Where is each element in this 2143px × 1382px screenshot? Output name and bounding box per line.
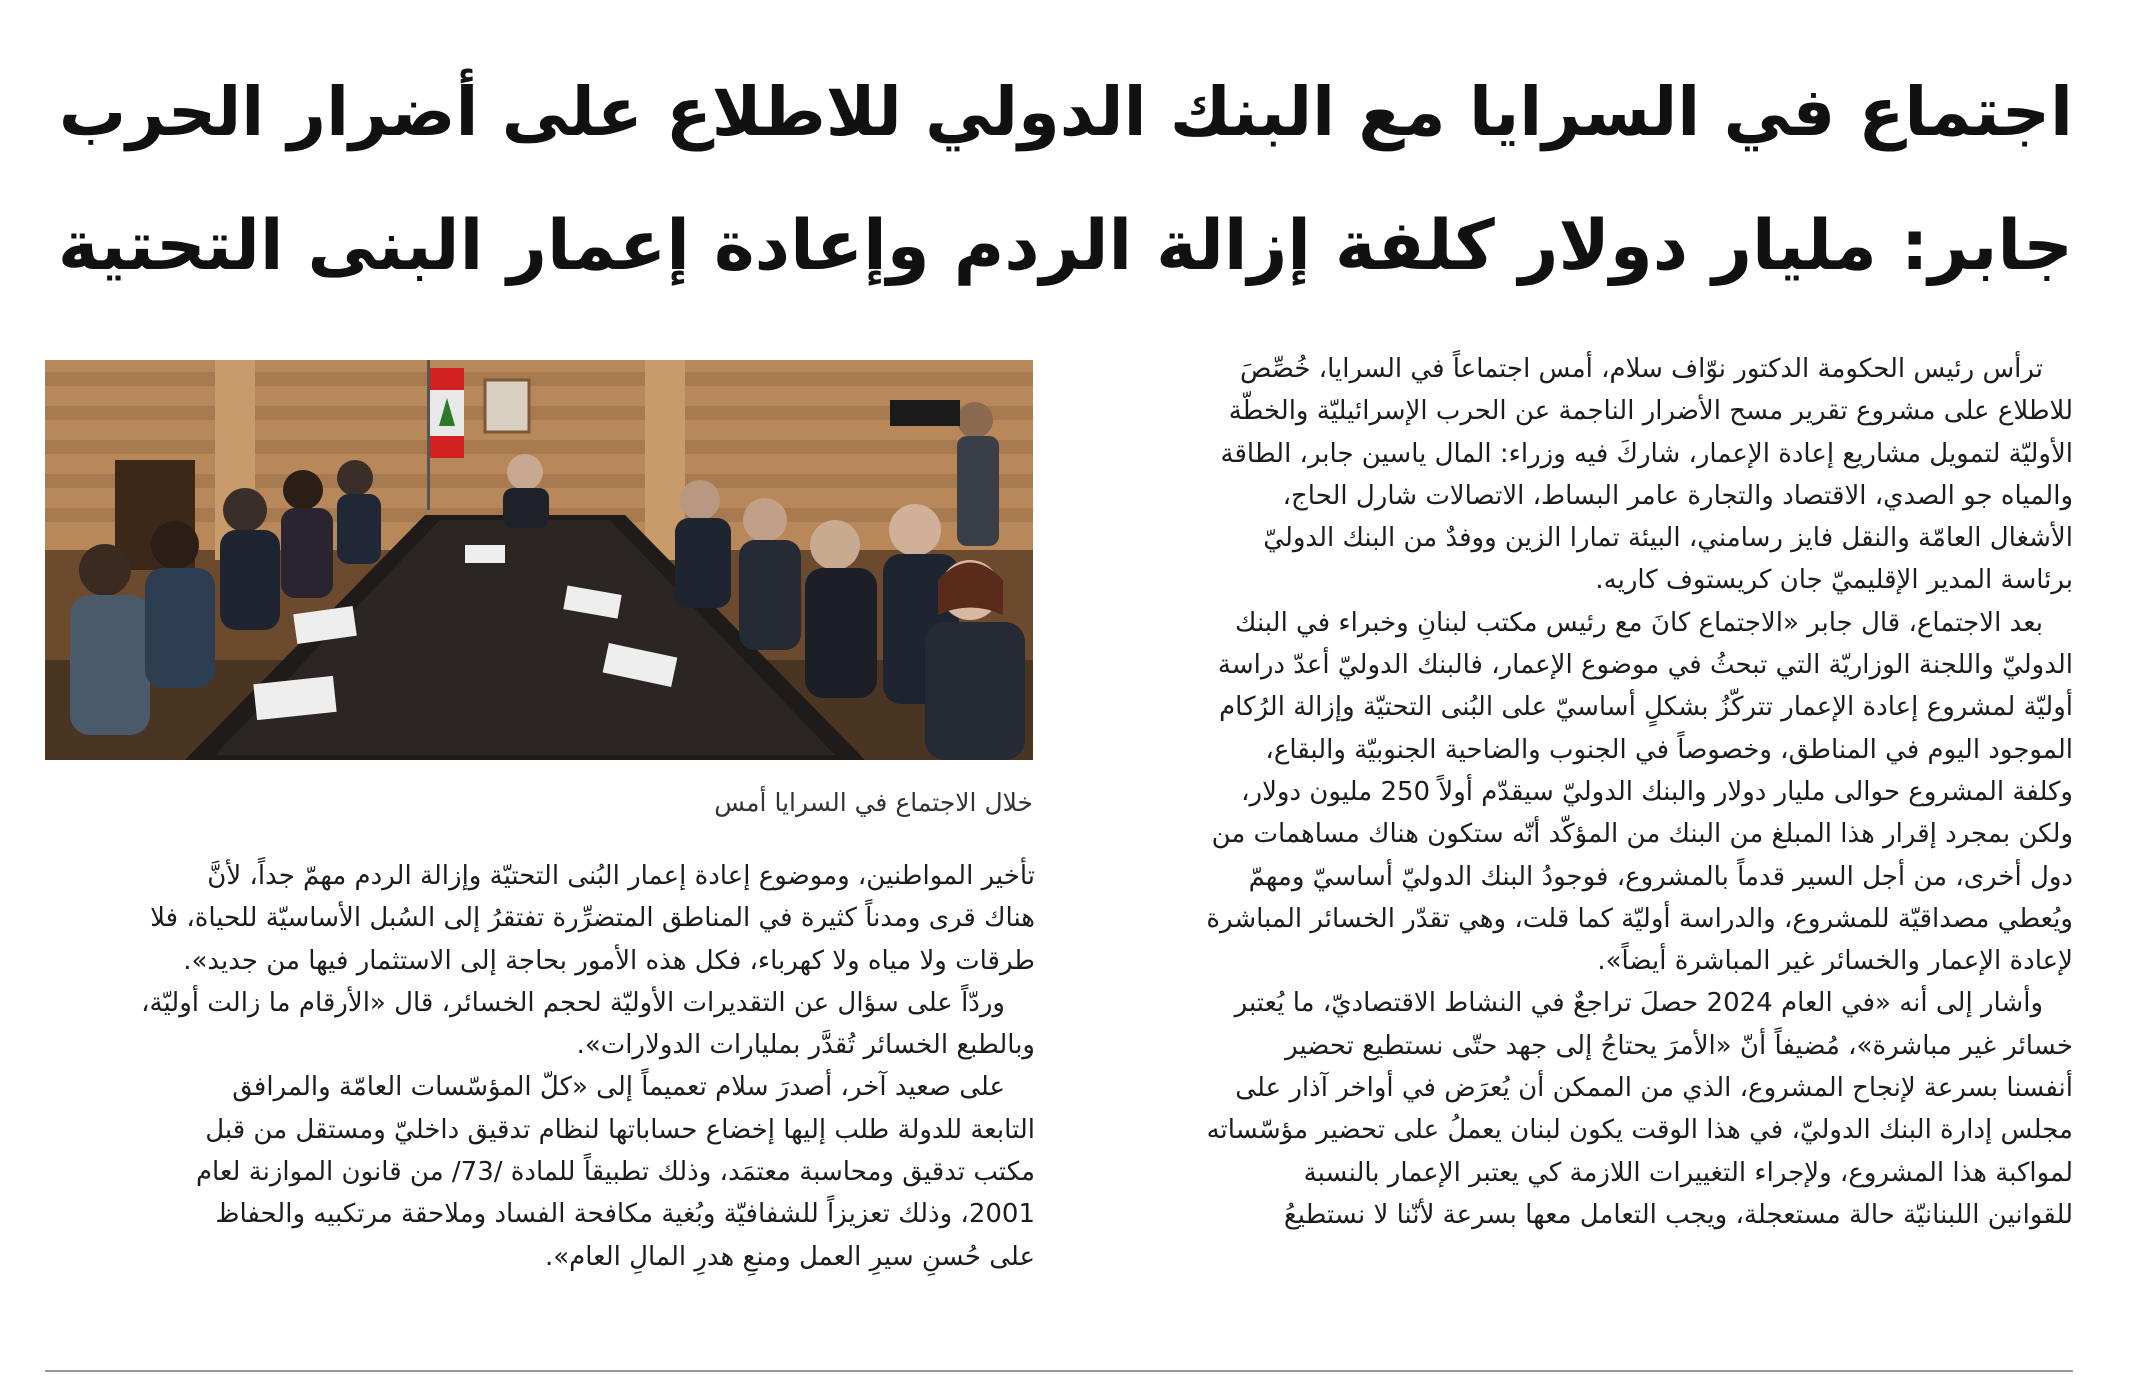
- photo-caption: خلال الاجتماع في السرايا أمس: [714, 788, 1033, 817]
- meeting-photo: [45, 360, 1033, 760]
- article-text-line: مجلس إدارة البنك الدوليّ، في هذا الوقت يكون لبنان يعملُ على تحضير مؤسّساته: [1206, 1115, 2073, 1146]
- article-text-line: لإعادة الإعمار والخسائر غير المباشرة أيضاً».: [1597, 946, 2073, 977]
- article-column-right: [1108, 348, 2073, 1236]
- article-text-line: لمواكبة هذا المشروع، ولإجراء التغييرات اللازمة كي يعتبر الإعمار بالنسبة: [1303, 1157, 2073, 1188]
- article-text-line: وأشار إلى أنه «في العام 2024 حصلَ تراجعٌ في النشاط الاقتصاديّ، ما يُعتبر: [1234, 988, 2043, 1019]
- article-text-line: الموجود اليوم في المناطق، وخصوصاً في الجنوب والضاحية الجنوبيّة والبقاع،: [1265, 734, 2073, 765]
- article-text-line: برئاسة المدير الإقليميّ جان كريستوف كاريه.: [1595, 565, 2073, 596]
- article-text-line: للقوانين اللبنانيّة حالة مستعجلة، ويجب التعامل معها بسرعة لأنّنا لا نستطيعُ: [1283, 1199, 2073, 1230]
- article-text-line: خسائر غير مباشرة»، مُضيفاً أنّ «الأمرَ يحتاجُ إلى جهد حتّى نستطيع تحضير: [1285, 1030, 2073, 1061]
- headline-line-2: جابر: مليار دولار كلفة إزالة الردم وإعادة إعمار البنى التحتية: [57, 206, 2073, 286]
- article-text-line: التابعة للدولة طلب إليها إخضاع حساباتها لنظام تدقيق داخليّ ومستقل من قبل: [205, 1114, 1035, 1145]
- article-text-line: وردّاً على سؤال عن التقديرات الأوليّة لحجم الخسائر، قال «الأرقام ما زالت أوليّة،: [141, 987, 1005, 1018]
- article-text-line: 2001، وذلك تعزيزاً للشفافيّة وبُغية مكافحة الفساد وملاحقة مرتكبيه والحفاظ: [215, 1199, 1035, 1230]
- article-text-line: دول أخرى، من أجل السير قدماً بالمشروع، فوجودُ البنك الدوليّ أساسيّ ومهمّ: [1248, 861, 2073, 892]
- article-text-line: تأخير المواطنين، وموضوع إعادة إعمار البُنى التحتيّة وإزالة الردم مهمّ جداً، لأنَّ: [207, 861, 1035, 891]
- article-text-line: هناك قرى ومدناً كثيرة في المناطق المتضرِّرة تفتقرُ إلى السُبل الأساسيّة للحياة، فلا: [150, 903, 1035, 934]
- bottom-divider: [45, 1370, 2073, 1372]
- article-text-line: طرقات ولا مياه ولا كهرباء، فكل هذه الأمور بحاجة إلى الاستثمار فيها من جديد».: [183, 945, 1035, 976]
- article-text-line: على حُسنِ سيرِ العمل ومنعِ هدرِ المالِ العام».: [544, 1241, 1035, 1272]
- article-text-line: ويُعطي مصداقيّة للمشروع، والدراسة أوليّة كما قلت، وهي تقدّر الخسائر المباشرة: [1206, 903, 2073, 934]
- article-text-line: مكتب تدقيق ومحاسبة معتمَد، وذلك تطبيقاً للمادة /73/ من قانون الموازنة لعام: [195, 1157, 1035, 1188]
- article-text-line: ولكن بمجرد إقرار هذا المبلغ من البنك من المؤكّد أنّه ستكون هناك مساهمات من: [1211, 819, 2073, 850]
- article-text-line: أوليّة لمشروع إعادة الإعمار تتركّزُ بشكلٍ أساسيّ على البُنى التحتيّة وإزالة الرُكام: [1219, 692, 2073, 723]
- article-text-line: على صعيد آخر، أصدرَ سلام تعميماً إلى «كلّ المؤسّسات العامّة والمرافق: [232, 1072, 1005, 1103]
- article-text-line: أنفسنا بسرعة لإنجاح المشروع، الذي من الممكن أن يُعرَض في أواخر آذار على: [1235, 1073, 2073, 1104]
- article-text-line: وكلفة المشروع حوالى مليار دولار والبنك الدوليّ سيقدّم أولاً 250 مليون دولار،: [1241, 776, 2073, 807]
- article-text-line: للاطلاع على مشروع تقرير مسح الأضرار الناجمة عن الحرب الإسرائيليّة والخطّة: [1228, 396, 2073, 427]
- article-text-line: وبالطبع الخسائر تُقدَّر بمليارات الدولارات».: [576, 1030, 1035, 1061]
- article-text-line: والمياه جو الصدي، الاقتصاد والتجارة عامر البساط، الاتصالات شارل الحاج،: [1282, 480, 2073, 511]
- article-column-left: [45, 855, 1035, 1278]
- article-text-line: بعد الاجتماع، قال جابر «الاجتماع كانَ مع رئيس مكتب لبنانِ وخبراء في البنك: [1235, 607, 2043, 638]
- article-text-line: ترأس رئيس الحكومة الدكتور نوّاف سلام، أمس اجتماعاً في السرايا، خُصِّصَ: [1239, 354, 2043, 384]
- article-text-line: الأشغال العامّة والنقل فايز رسامني، البيئة تمارا الزين ووفدٌ من البنك الدوليّ: [1263, 523, 2073, 554]
- headline-line-1: اجتماع في السرايا مع البنك الدولي للاطلاع على أضرار الحرب: [58, 73, 2073, 151]
- article-text-line: الأوليّة لتمويل مشاريع إعادة الإعمار، شاركَ فيه وزراء: المال ياسين جابر، الطاقة: [1220, 438, 2073, 469]
- article-text-line: الدوليّ واللجنة الوزاريّة التي تبحثُ في موضوع الإعمار، فالبنك الدوليّ أعدّ دراسة: [1217, 650, 2073, 681]
